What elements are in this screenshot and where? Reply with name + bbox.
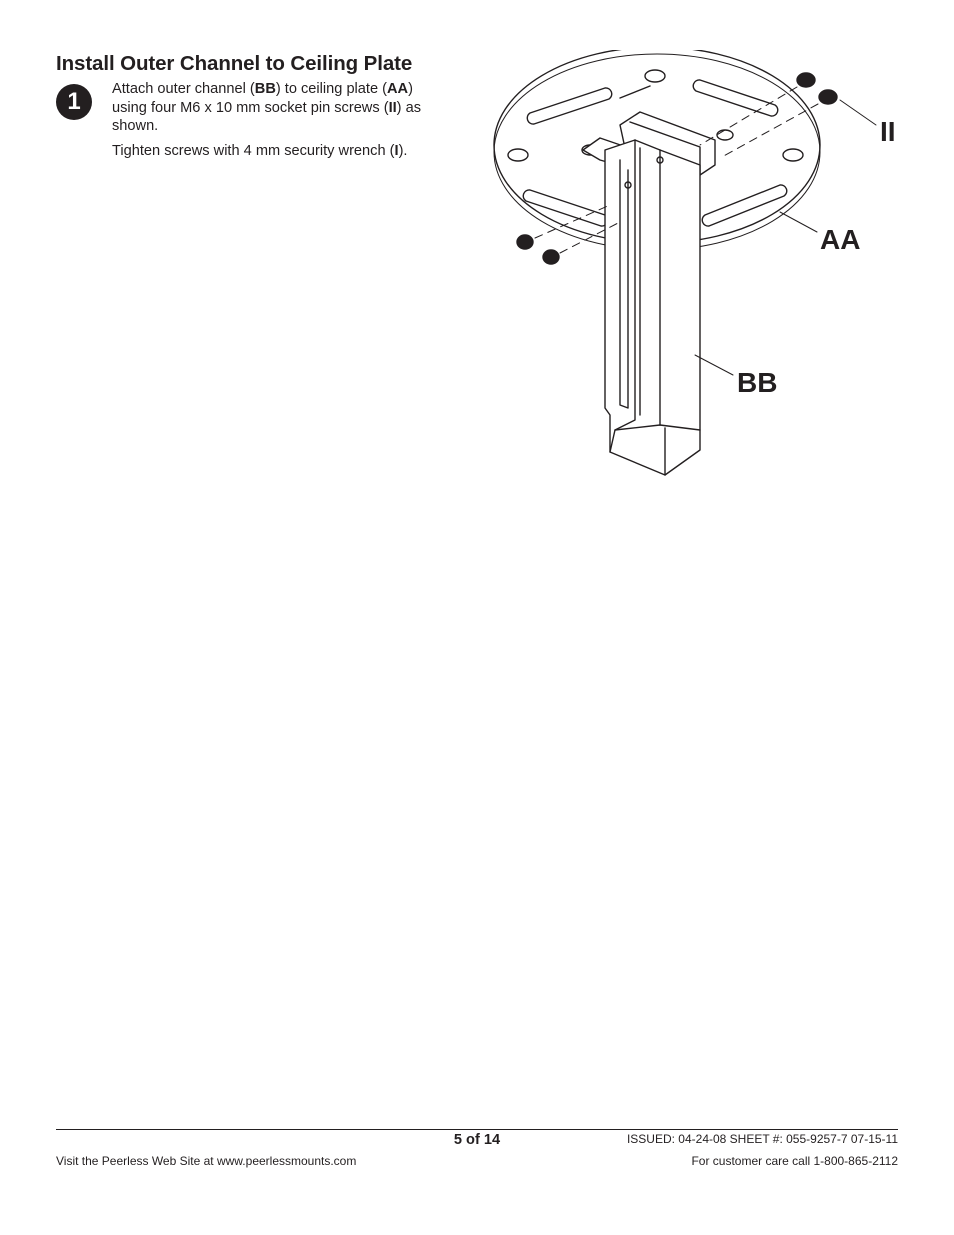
issue-info: ISSUED: 04-24-08 SHEET #: 055-9257-7 07-15-11 [626,1132,898,1146]
website-note: Visit the Peerless Web Site at www.peerlessmounts.com [56,1154,357,1168]
callout-outer-channel-bb: BB [737,367,778,398]
step-instruction: Attach outer channel (BB) to ceiling plate (AA) using four M6 x 10 mm socket pin screws (II) as shown. [112,81,421,134]
page-number: 5 of 14 [453,1132,501,1148]
footer-divider [56,1129,898,1130]
assembly-diagram [480,50,900,490]
callout-screws-ii: II [880,116,896,147]
screw-group-bottom [517,235,559,264]
outer-channel [605,140,700,475]
customer-care-note: For customer care call 1-800-865-2112 [691,1154,898,1168]
step-number-badge: 1 [56,84,92,120]
section-title: Install Outer Channel to Ceiling Plate [56,52,413,75]
screw-group-top [797,73,837,104]
callout-ceiling-plate-aa: AA [820,224,861,255]
step-tighten-instruction: Tighten screws with 4 mm security wrench (I). [112,143,408,159]
